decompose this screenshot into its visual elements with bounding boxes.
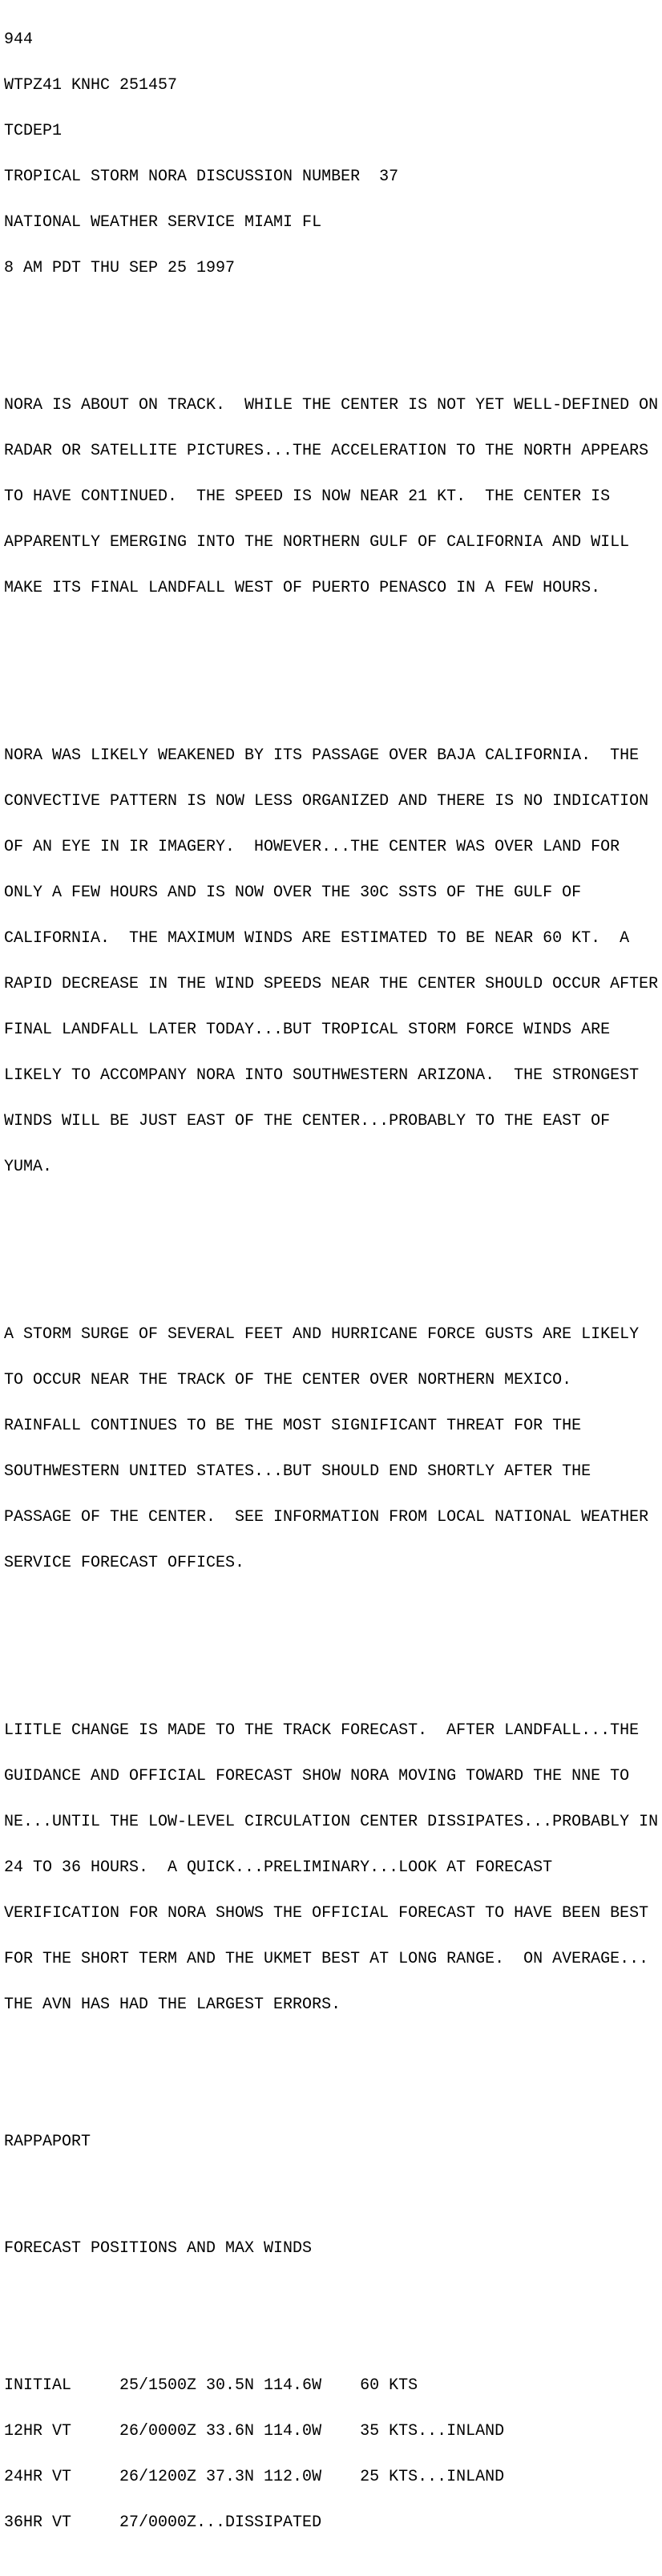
- paragraph-1: [4, 367, 662, 626]
- text-line: CALIFORNIA. THE MAXIMUM WINDS ARE ESTIMATED TO BE NEAR 60 KT. A: [4, 929, 630, 948]
- forecast-table: [4, 2348, 662, 2561]
- text-line: FOR THE SHORT TERM AND THE UKMET BEST AT LONG RANGE. ON AVERAGE...: [4, 1950, 649, 1968]
- paragraph-3: [4, 1296, 662, 1601]
- spacer: [4, 1235, 662, 1251]
- spacer: [4, 2180, 662, 2195]
- product-id: 944: [4, 30, 34, 49]
- spacer: [4, 2287, 662, 2302]
- document-title: TROPICAL STORM NORA DISCUSSION NUMBER 37: [4, 168, 399, 186]
- awips-id: TCDEP1: [4, 122, 63, 140]
- text-line: RAPID DECREASE IN THE WIND SPEEDS NEAR THE CENTER SHOULD OCCUR AFTER: [4, 975, 659, 993]
- text-line: LIITLE CHANGE IS MADE TO THE TRACK FORECAST. AFTER LANDFALL...THE: [4, 1721, 640, 1740]
- text-line: NE...UNTIL THE LOW-LEVEL CIRCULATION CENTER DISSIPATES...PROBABLY IN: [4, 1813, 659, 1831]
- spacer: [4, 2073, 662, 2089]
- text-line: RADAR OR SATELLITE PICTURES...THE ACCELERATION TO THE NORTH APPEARS: [4, 442, 649, 460]
- text-line: OF AN EYE IN IR IMAGERY. HOWEVER...THE CENTER WAS OVER LAND FOR: [4, 838, 620, 856]
- text-line: PASSAGE OF THE CENTER. SEE INFORMATION FROM LOCAL NATIONAL WEATHER: [4, 1508, 649, 1527]
- text-line: ONLY A FEW HOURS AND IS NOW OVER THE 30C SSTS OF THE GULF OF: [4, 884, 582, 902]
- text-line: FINAL LANDFALL LATER TODAY...BUT TROPICAL STORM FORCE WINDS ARE: [4, 1021, 611, 1039]
- text-line: THE AVN HAS HAD THE LARGEST ERRORS.: [4, 1996, 341, 2014]
- paragraph-2: [4, 718, 662, 1205]
- text-line: NORA WAS LIKELY WEAKENED BY ITS PASSAGE OVER BAJA CALIFORNIA. THE: [4, 746, 640, 765]
- forecast-row: 12HR VT 26/0000Z 33.6N 114.0W 35 KTS...INLAND: [4, 2422, 505, 2441]
- text-line: A STORM SURGE OF SEVERAL FEET AND HURRICANE FORCE GUSTS ARE LIKELY: [4, 1325, 640, 1344]
- text-line: 24 TO 36 HOURS. A QUICK...PRELIMINARY...LOOK AT FORECAST: [4, 1858, 553, 1877]
- text-line: MAKE ITS FINAL LANDFALL WEST OF PUERTO PENASCO IN A FEW HOURS.: [4, 579, 601, 597]
- spacer: [4, 306, 662, 321]
- spacer: [4, 657, 662, 672]
- text-line: TO HAVE CONTINUED. THE SPEED IS NOW NEAR 21 KT. THE CENTER IS: [4, 487, 611, 506]
- text-line: WINDS WILL BE JUST EAST OF THE CENTER...PROBABLY TO THE EAST OF: [4, 1112, 611, 1130]
- text-line: APPARENTLY EMERGING INTO THE NORTHERN GULF OF CALIFORNIA AND WILL: [4, 533, 630, 552]
- spacer: [4, 1632, 662, 1647]
- issuing-office: NATIONAL WEATHER SERVICE MIAMI FL: [4, 213, 322, 232]
- text-line: SOUTHWESTERN UNITED STATES...BUT SHOULD END SHORTLY AFTER THE: [4, 1462, 591, 1481]
- text-line: SERVICE FORECAST OFFICES.: [4, 1554, 245, 1572]
- forecaster-name: RAPPAPORT: [4, 2133, 91, 2151]
- forecast-row: INITIAL 25/1500Z 30.5N 114.6W 60 KTS: [4, 2376, 418, 2395]
- forecast-row: 24HR VT 26/1200Z 37.3N 112.0W 25 KTS...INLAND: [4, 2468, 505, 2486]
- issue-time: 8 AM PDT THU SEP 25 1997: [4, 259, 236, 277]
- text-line: CONVECTIVE PATTERN IS NOW LESS ORGANIZED AND THERE IS NO INDICATION: [4, 792, 649, 811]
- paragraph-4: [4, 1692, 662, 2043]
- forecast-heading: FORECAST POSITIONS AND MAX WINDS: [4, 2239, 313, 2258]
- text-line: RAINFALL CONTINUES TO BE THE MOST SIGNIFICANT THREAT FOR THE: [4, 1417, 582, 1435]
- forecast-row: 36HR VT 27/0000Z...DISSIPATED: [4, 2513, 322, 2532]
- wmo-header: WTPZ41 KNHC 251457: [4, 76, 178, 95]
- text-line: TO OCCUR NEAR THE TRACK OF THE CENTER OVER NORTHERN MEXICO.: [4, 1371, 572, 1389]
- text-line: GUIDANCE AND OFFICIAL FORECAST SHOW NORA MOVING TOWARD THE NNE TO: [4, 1767, 630, 1785]
- text-line: NORA IS ABOUT ON TRACK. WHILE THE CENTER IS NOT YET WELL-DEFINED ON: [4, 396, 659, 415]
- text-line: LIKELY TO ACCOMPANY NORA INTO SOUTHWESTERN ARIZONA. THE STRONGEST: [4, 1066, 640, 1085]
- text-line: YUMA.: [4, 1158, 53, 1176]
- text-line: VERIFICATION FOR NORA SHOWS THE OFFICIAL FORECAST TO HAVE BEEN BEST: [4, 1904, 649, 1923]
